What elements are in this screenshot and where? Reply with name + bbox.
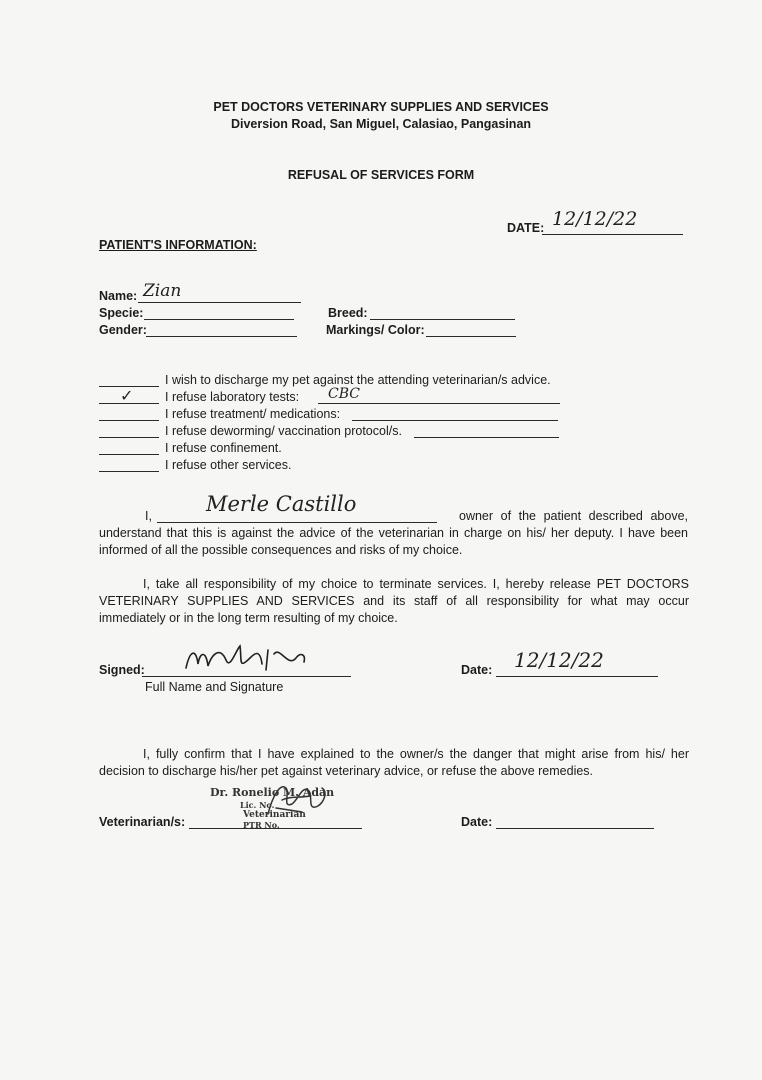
form-title: REFUSAL OF SERVICES FORM (287, 168, 475, 182)
signed-label: Signed: (99, 663, 145, 677)
signed-date-line (496, 676, 658, 677)
vet-stamp-title: Veterinarian (243, 810, 306, 820)
vet-label: Veterinarian/s: (99, 815, 186, 829)
specie-label: Specie: (99, 306, 144, 320)
statement-line3: informed of all the possible consequences and risks of my choice. (99, 543, 463, 557)
vet-signature (262, 778, 332, 827)
option-text: I refuse laboratory tests: (165, 390, 300, 404)
vet-signature-line[interactable] (189, 828, 362, 829)
gender-line[interactable] (146, 336, 297, 337)
option-text: I refuse other services. (165, 458, 292, 472)
option-blank[interactable] (99, 454, 159, 455)
name-value[interactable]: Zian (143, 281, 182, 301)
name-label: Name: (99, 289, 138, 303)
gender-label: Gender: (99, 323, 147, 337)
markings-line[interactable] (426, 336, 516, 337)
date-line (542, 234, 683, 235)
vet-stamp-name: Dr. Ronelio M. Adan (210, 786, 335, 799)
company-address: Diversion Road, San Miguel, Calasiao, Pangasinan (230, 117, 532, 131)
vet-stamp-lic: Lic. No. (240, 800, 275, 810)
statement-prefix: I, (145, 509, 152, 523)
option-text: I refuse deworming/ vaccination protocol/s. (165, 424, 402, 438)
option-text: I refuse confinement. (165, 441, 282, 455)
option-blank[interactable] (99, 437, 159, 438)
owner-name-line (157, 522, 437, 523)
signature-caption: Full Name and Signature (145, 680, 284, 694)
signed-date-value[interactable]: 12/12/22 (514, 648, 604, 672)
vet-stamp-ptr: PTR No. (243, 820, 280, 830)
option-text: I wish to discharge my pet against the attending veterinarian/s advice. (165, 373, 551, 387)
confirmation-paragraph: I, fully confirm that I have explained to the owner/s the danger that might arise from his/ her decision to discharge his/her pet against veterinary advice, or refuse the above remedies. (99, 747, 689, 778)
statement-line2: understand that this is against the advice of the veterinarian in charge on his/ her deputy. I have been (99, 526, 688, 540)
owner-signature (180, 640, 310, 681)
date-value[interactable]: 12/12/22 (552, 208, 638, 230)
option-detail-line[interactable] (414, 437, 559, 438)
name-line (138, 302, 301, 303)
option-detail-value[interactable]: CBC (328, 386, 360, 402)
option-detail-line[interactable] (318, 403, 560, 404)
markings-label: Markings/ Color: (326, 323, 425, 337)
breed-line[interactable] (370, 319, 515, 320)
vet-date-line[interactable] (496, 828, 654, 829)
checkmark-icon: ✓ (120, 386, 134, 405)
option-blank[interactable] (99, 420, 159, 421)
owner-name-value[interactable]: Merle Castillo (206, 492, 357, 516)
patient-info-heading: PATIENT'S INFORMATION: (99, 238, 257, 252)
option-detail-line[interactable] (352, 420, 558, 421)
statement-line1: owner of the patient described above, (459, 509, 688, 523)
responsibility-paragraph: I, take all responsibility of my choice to terminate services. I, hereby release PET DOCTORS VETERINARY SUPPLIES AND SERVICES and its staff of all responsibility for what may occur immediately or in the long term resulting of my choice. (99, 577, 689, 625)
specie-line[interactable] (144, 319, 294, 320)
option-text: I refuse treatment/ medications: (165, 407, 341, 421)
breed-label: Breed: (328, 306, 368, 320)
vet-date-label: Date: (461, 815, 493, 829)
option-blank[interactable] (99, 471, 159, 472)
signed-date-label: Date: (461, 663, 493, 677)
date-label: DATE: (507, 221, 545, 235)
company-name: PET DOCTORS VETERINARY SUPPLIES AND SERVICES (213, 100, 549, 114)
